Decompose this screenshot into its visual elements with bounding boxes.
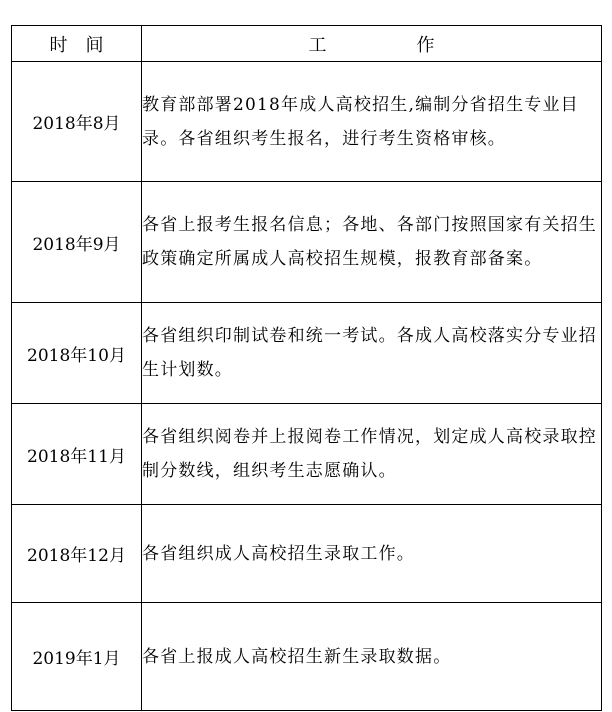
table-header-row	[12, 26, 602, 62]
enrollment-schedule-table	[11, 25, 602, 711]
table-row	[12, 182, 602, 303]
time-cell: 2018年9月	[12, 182, 142, 303]
work-cell: 各省上报成人高校招生新生录取数据。	[142, 603, 602, 711]
table-row	[12, 404, 602, 505]
work-column-header: 工作	[142, 26, 602, 62]
time-cell: 2018年8月	[12, 62, 142, 182]
time-cell: 2018年11月	[12, 404, 142, 505]
work-cell: 各省组织阅卷并上报阅卷工作情况，划定成人高校录取控制分数线，组织考生志愿确认。	[142, 404, 602, 505]
table-row	[12, 505, 602, 603]
time-cell: 2018年10月	[12, 303, 142, 404]
work-cell: 各省组织成人高校招生录取工作。	[142, 505, 602, 603]
table-row	[12, 603, 602, 711]
time-column-header: 时间	[12, 26, 142, 62]
table-row	[12, 62, 602, 182]
table-row	[12, 303, 602, 404]
time-cell: 2018年12月	[12, 505, 142, 603]
work-cell: 各省组织印制试卷和统一考试。各成人高校落实分专业招生计划数。	[142, 303, 602, 404]
work-cell: 教育部部署2018年成人高校招生,编制分省招生专业目录。各省组织考生报名，进行考生资格审核。	[142, 62, 602, 182]
work-cell: 各省上报考生报名信息；各地、各部门按照国家有关招生政策确定所属成人高校招生规模，报教育部备案。	[142, 182, 602, 303]
time-cell: 2019年1月	[12, 603, 142, 711]
